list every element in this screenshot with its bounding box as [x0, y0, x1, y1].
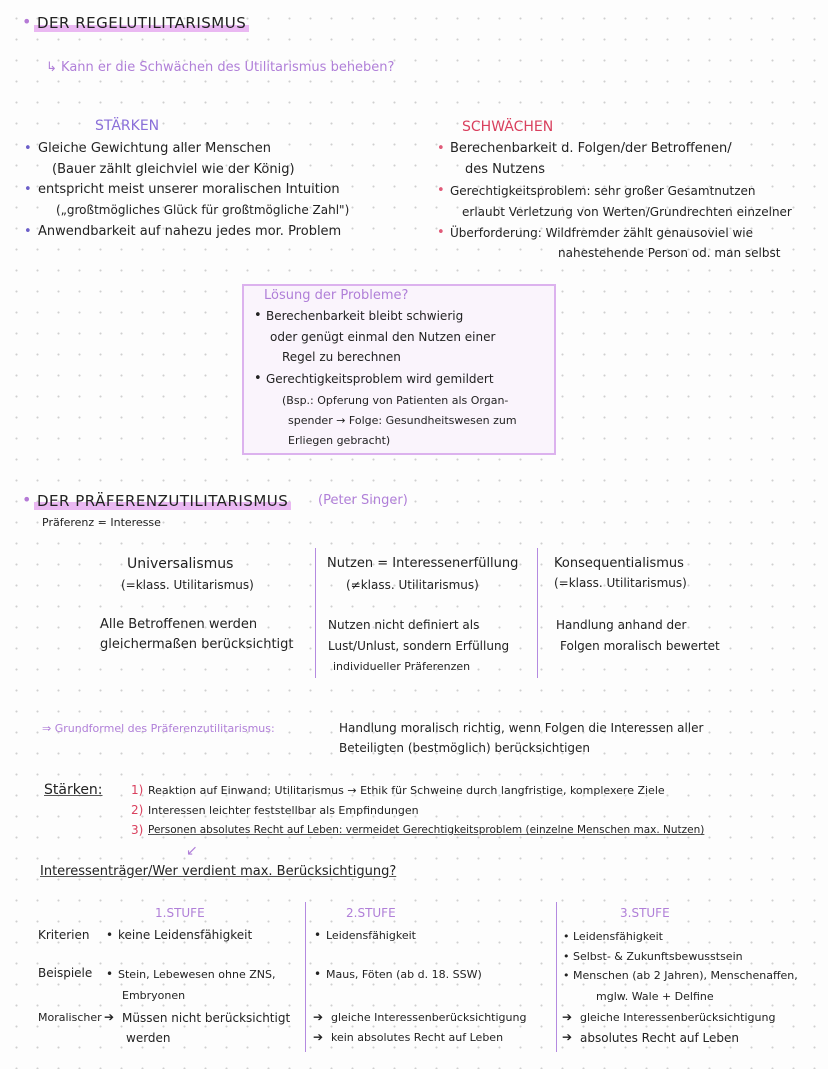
column-text: individueller Präferenzen — [333, 660, 471, 673]
column-heading: Nutzen = Interessenerfüllung — [327, 556, 519, 571]
strength-text: Interessen leichter feststellbar als Empfindungen — [148, 804, 419, 817]
formula-label: ⇒ Grundformel des Präferenzutilitarismus: — [42, 722, 275, 735]
bullet-dot: • — [106, 928, 114, 942]
arrow-icon: ➔ — [562, 1030, 573, 1044]
strength-number: 2) — [131, 803, 144, 817]
bullet-dot: • — [254, 308, 262, 323]
formula-text: Handlung moralisch richtig, wenn Folgen die Interessen aller — [339, 721, 704, 735]
weakness-note: nahestehende Person od. man selbst — [558, 246, 781, 260]
arrow-icon: ➔ — [313, 1030, 324, 1044]
bullet-dot: • — [24, 182, 32, 197]
strength-item: Gleiche Gewichtung aller Menschen — [38, 141, 271, 156]
bullet-dot: • — [563, 930, 570, 943]
weakness-item: Gerechtigkeitsproblem: sehr großer Gesamtnutzen — [450, 184, 756, 198]
column-divider — [537, 548, 538, 678]
section2-title: DER PRÄFERENZUTILITARISMUS — [34, 492, 291, 510]
stage1-examples: Stein, Lebewesen ohne ZNS, — [118, 968, 276, 981]
strength-number: 3) — [131, 823, 144, 837]
bullet-dot: • — [437, 225, 445, 240]
strength-note: („großtmögliches Glück für großtmögliche Zahl") — [56, 203, 350, 217]
solution-line: (Bsp.: Opferung von Patienten als Organ- — [282, 394, 509, 407]
row-label-criteria: Kriterien — [38, 928, 90, 942]
weakness-item: Überforderung: Wildfremder zählt genausoviel wie — [450, 226, 753, 240]
bullet-dot: • — [563, 950, 570, 963]
stage-divider — [556, 902, 557, 1052]
strength-text: Reaktion auf Einwand: Utilitarismus → Ethik für Schweine durch langfristige, komplexere Ziele — [148, 784, 665, 797]
stage3-status: absolutes Recht auf Leben — [580, 1031, 740, 1045]
solution-line: oder genügt einmal den Nutzen einer — [270, 330, 496, 344]
stage-heading: 2.STUFE — [346, 906, 396, 920]
column-text: Nutzen nicht definiert als — [328, 618, 480, 632]
formula-text: Beteiligten (bestmöglich) berücksichtigen — [339, 741, 591, 755]
column-text: Folgen moralisch bewertet — [560, 639, 720, 653]
arrow-icon: ↙ — [186, 843, 198, 859]
stage3-status: gleiche Interessenberücksichtigung — [580, 1011, 776, 1024]
column-sub: (=klass. Utilitarismus) — [121, 578, 254, 592]
stage3-criteria: Selbst- & Zukunftsbewusstsein — [573, 950, 743, 963]
bullet-dot: • — [24, 224, 32, 239]
bullet-dot: • — [22, 490, 32, 509]
solution-line: Regel zu berechnen — [282, 350, 401, 364]
solution-line: Berechenbarkeit bleibt schwierig — [266, 309, 464, 323]
stage3-examples: Menschen (ab 2 Jahren), Menschenaffen, — [573, 969, 798, 982]
strength-note: (Bauer zählt gleichviel wie der König) — [52, 162, 295, 177]
column-divider — [315, 548, 316, 678]
column-heading: Konsequentialismus — [554, 556, 684, 571]
bullet-dot: • — [254, 371, 262, 386]
stage3-criteria: Leidensfähigkeit — [573, 930, 663, 943]
strengths-heading: STÄRKEN — [95, 118, 160, 134]
strength-item: Anwendbarkeit auf nahezu jedes mor. Problem — [38, 224, 342, 239]
solution-line: Gerechtigkeitsproblem wird gemildert — [266, 372, 494, 386]
stage2-examples: Maus, Föten (ab d. 18. SSW) — [326, 968, 482, 981]
bullet-dot: • — [106, 967, 114, 981]
arrow-icon: ➔ — [562, 1010, 573, 1024]
stage2-status: gleiche Interessenberücksichtigung — [331, 1011, 527, 1024]
column-heading: Universalismus — [127, 556, 234, 572]
column-text: Lust/Unlust, sondern Erfüllung — [328, 639, 510, 653]
bullet-dot: • — [22, 12, 32, 31]
stage1-criteria: keine Leidensfähigkeit — [118, 928, 253, 942]
stage3-examples: mglw. Wale + Delfine — [596, 990, 714, 1003]
weakness-item: Berechenbarkeit d. Folgen/der Betroffenen/ — [450, 141, 732, 156]
section1-question: ↳ Kann er die Schwächen des Utilitarismus beheben? — [46, 60, 395, 75]
section1-title: DER REGELUTILITARISMUS — [34, 14, 249, 32]
bullet-dot: • — [437, 141, 445, 156]
column-text: gleichermaßen berücksichtigt — [100, 637, 294, 652]
stage2-status: kein absolutes Recht auf Leben — [331, 1031, 504, 1044]
column-text: Handlung anhand der — [556, 618, 687, 632]
row-label-moral: Moralischer — [38, 1011, 102, 1024]
column-sub: (≠klass. Utilitarismus) — [346, 578, 479, 592]
arrow-icon: ➔ — [313, 1010, 324, 1024]
section2-author: (Peter Singer) — [318, 493, 408, 508]
stages-question: Interessenträger/Wer verdient max. Berücksichtigung? — [40, 864, 397, 879]
bullet-dot: • — [314, 928, 322, 942]
bullet-dot: • — [437, 183, 445, 198]
bullet-dot: • — [24, 141, 32, 156]
solution-heading: Lösung der Probleme? — [264, 288, 409, 303]
weaknesses-heading: SCHWÄCHEN — [462, 119, 554, 135]
stage-heading: 1.STUFE — [155, 906, 205, 920]
row-label-examples: Beispiele — [38, 966, 93, 980]
bullet-dot: • — [563, 969, 570, 982]
stage1-examples: Embryonen — [122, 989, 186, 1002]
arrow-icon: ➔ — [104, 1010, 115, 1024]
solution-line: spender → Folge: Gesundheitswesen zum — [288, 414, 517, 427]
column-sub: (=klass. Utilitarismus) — [554, 576, 687, 590]
stage-heading: 3.STUFE — [620, 906, 670, 920]
strengths-label: Stärken: — [44, 782, 103, 798]
strength-number: 1) — [131, 783, 144, 797]
stage1-status: Müssen nicht berücksichtigt — [122, 1011, 291, 1025]
weakness-note: erlaubt Verletzung von Werten/Grundrechten einzelner — [462, 205, 792, 219]
bullet-dot: • — [314, 967, 322, 981]
solution-line: Erliegen gebracht) — [288, 434, 391, 447]
definition: Präferenz = Interesse — [42, 516, 161, 529]
strength-item: entspricht meist unserer moralischen Intuition — [38, 182, 340, 197]
stage2-criteria: Leidensfähigkeit — [326, 929, 416, 942]
column-text: Alle Betroffenen werden — [100, 617, 258, 632]
stage-divider — [305, 902, 306, 1052]
weakness-note: des Nutzens — [465, 162, 546, 177]
strength-text: Personen absolutes Recht auf Leben: vermeidet Gerechtigkeitsproblem (einzelne Menschen max. Nutzen) — [148, 824, 705, 836]
stage1-status: werden — [126, 1031, 171, 1045]
